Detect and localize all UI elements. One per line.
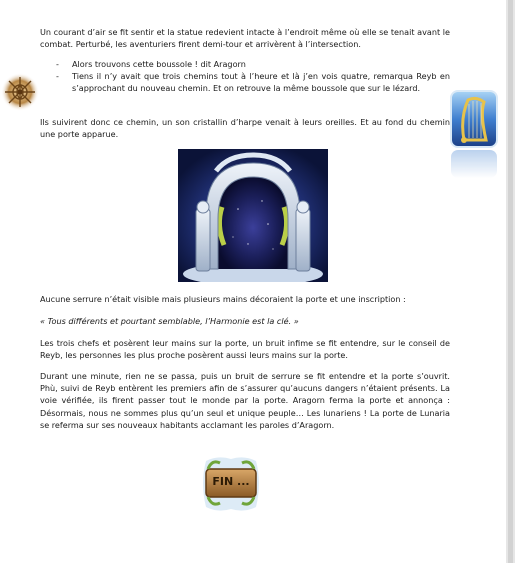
paragraph-conclusion: Durant une minute, rien ne se passa, puis un bruit de serrure se fit entendre et la porte s’ouvrit. Phù, suivi de Reyb entèrent les premiers afin de s’assurer qu’aucuns dangers n’étaient présents. La voie vérifiée, ils firent passer tout le monde par la porte. Aragorn ferma la porte et annonça : Désormais, nous ne sommes plus qu’un seul et unique peuple… Les lunariens ! La porte de Lunaria se referma sur ses nouveaux habitants acclamant les paroles d’Aragorn. (40, 371, 450, 430)
paragraph-serrure: Aucune serrure n’était visible mais plusieurs mains décoraient la porte et une inscription : (40, 294, 406, 304)
dialogue-list (54, 58, 450, 95)
bronze-ornament-icon (0, 72, 40, 112)
golden-harp-icon (450, 90, 498, 148)
paragraph-courant-air: Un courant d’air se fit sentir et la statue redevient intacte à l’endroit même où elle se tenait avant le combat. Perturbé, les aventuriers firent demi-tour et arrivèrent à l’intersection. (40, 27, 450, 50)
dialogue-line-reyb: - Tiens il n’y avait que trois chemins tout à l’heure et là j’en vois quatre, remarqua Reyb en s’approchant du nouveau chemin. Et on retrouve la même boussole que sur le lézard. (54, 70, 450, 94)
page-edge-bar (508, 0, 513, 563)
page-edge (506, 0, 515, 563)
paragraph-chefs: Les trois chefs et posèrent leur mains sur la porte, un bruit infime se fit entendre, sur le conseil de Reyb, les personnes les plus proche posèrent aussi leurs mains sur la porte. (40, 338, 450, 361)
harp-reflection (450, 150, 498, 178)
paragraph-chemin: Ils suivirent donc ce chemin, un son cristallin d’harpe venait à leurs oreilles. Et au fond du chemin une porte apparue. (40, 117, 450, 140)
dialogue-line-aragorn: - Alors trouvons cette boussole ! dit Aragorn (54, 58, 450, 70)
fin-badge (198, 455, 264, 513)
moon-portal-image (178, 149, 328, 282)
fin-label: FIN ... (212, 475, 250, 488)
inscription-quote: « Tous différents et pourtant semblable, l’Harmonie est la clé. » (40, 316, 299, 326)
